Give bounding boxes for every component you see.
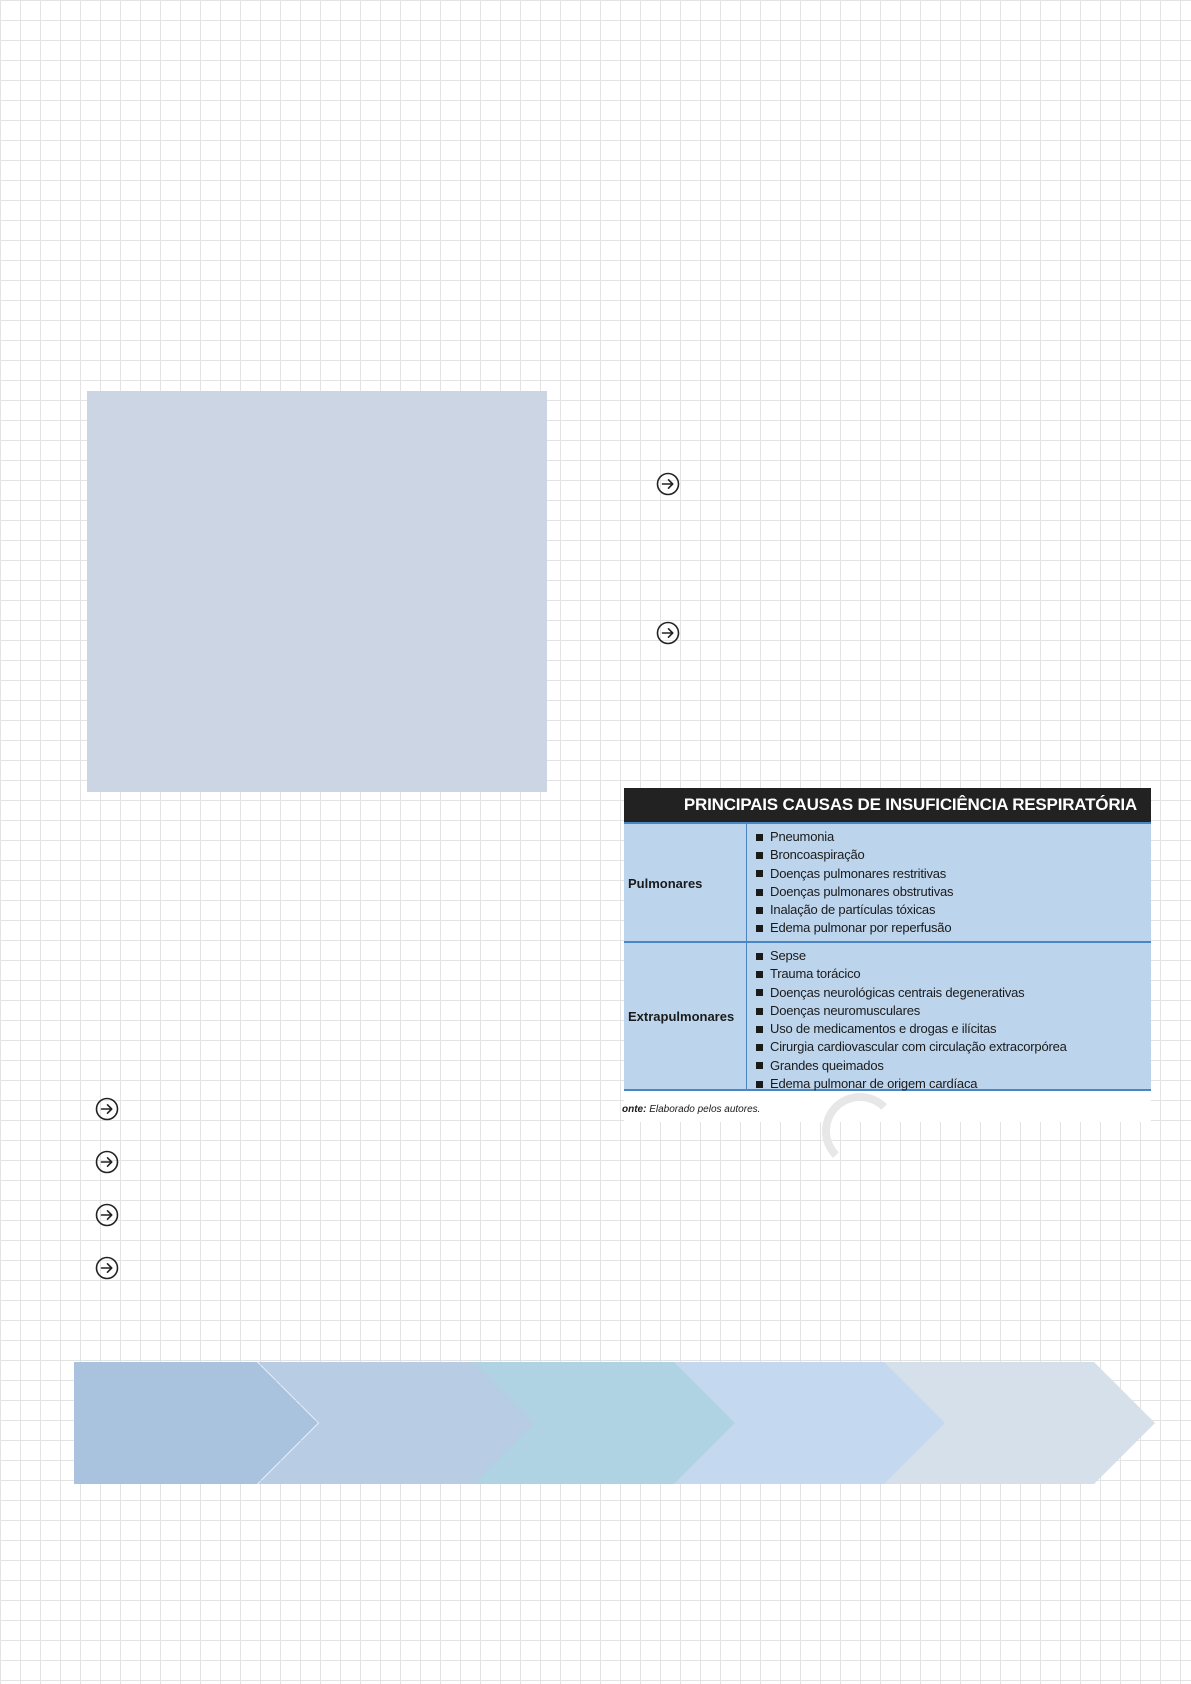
list-item: Trauma torácico [752, 965, 1147, 983]
circle-arrow-right-icon [95, 1256, 119, 1280]
square-bullet-icon [756, 1008, 763, 1015]
list-item: Edema pulmonar por reperfusão [752, 919, 1147, 937]
list-item: Doenças neurológicas centrais degenerativas [752, 984, 1147, 1002]
square-bullet-icon [756, 1081, 763, 1088]
square-bullet-icon [756, 870, 763, 877]
image-placeholder-panel [87, 391, 547, 792]
square-bullet-icon [756, 989, 763, 996]
row-label: Pulmonares [624, 824, 747, 943]
list-item: Pneumonia [752, 828, 1147, 846]
list-item: Inalação de partículas tóxicas [752, 901, 1147, 919]
square-bullet-icon [756, 852, 763, 859]
table-row-pulmonares [624, 822, 1151, 943]
list-item: Doenças pulmonares obstrutivas [752, 883, 1147, 901]
square-bullet-icon [756, 1044, 763, 1051]
circle-arrow-right-icon [656, 472, 680, 496]
list-item: Uso de medicamentos e drogas e ilícitas [752, 1020, 1147, 1038]
list-item: Doenças neuromusculares [752, 1002, 1147, 1020]
row-items [752, 828, 1147, 938]
square-bullet-icon [756, 971, 763, 978]
list-item: Edema pulmonar de origem cardíaca [752, 1075, 1147, 1093]
square-bullet-icon [756, 1062, 763, 1069]
circle-arrow-right-icon [95, 1203, 119, 1227]
list-item: Sepse [752, 947, 1147, 965]
table-source: onte: Elaborado pelos autores. [622, 1104, 761, 1115]
square-bullet-icon [756, 1026, 763, 1033]
chevron-process-bar [74, 1362, 1156, 1484]
table-row-extrapulmonares [624, 941, 1151, 1091]
row-label: Extrapulmonares [624, 943, 747, 1089]
square-bullet-icon [756, 953, 763, 960]
list-item: Doenças pulmonares restritivas [752, 865, 1147, 883]
circle-arrow-right-icon [656, 621, 680, 645]
square-bullet-icon [756, 907, 763, 914]
square-bullet-icon [756, 925, 763, 932]
list-item: Broncoaspiração [752, 846, 1147, 864]
list-item: Cirurgia cardiovascular com circulação extracorpórea [752, 1038, 1147, 1056]
circle-arrow-right-icon [95, 1097, 119, 1121]
row-items [752, 947, 1147, 1093]
square-bullet-icon [756, 834, 763, 841]
watermark-shape [822, 1093, 898, 1169]
square-bullet-icon [756, 889, 763, 896]
table-title: PRINCIPAIS CAUSAS DE INSUFICIÊNCIA RESPIRATÓRIA [624, 788, 1151, 822]
circle-arrow-right-icon [95, 1150, 119, 1174]
list-item: Grandes queimados [752, 1057, 1147, 1075]
causes-table [624, 788, 1151, 1122]
